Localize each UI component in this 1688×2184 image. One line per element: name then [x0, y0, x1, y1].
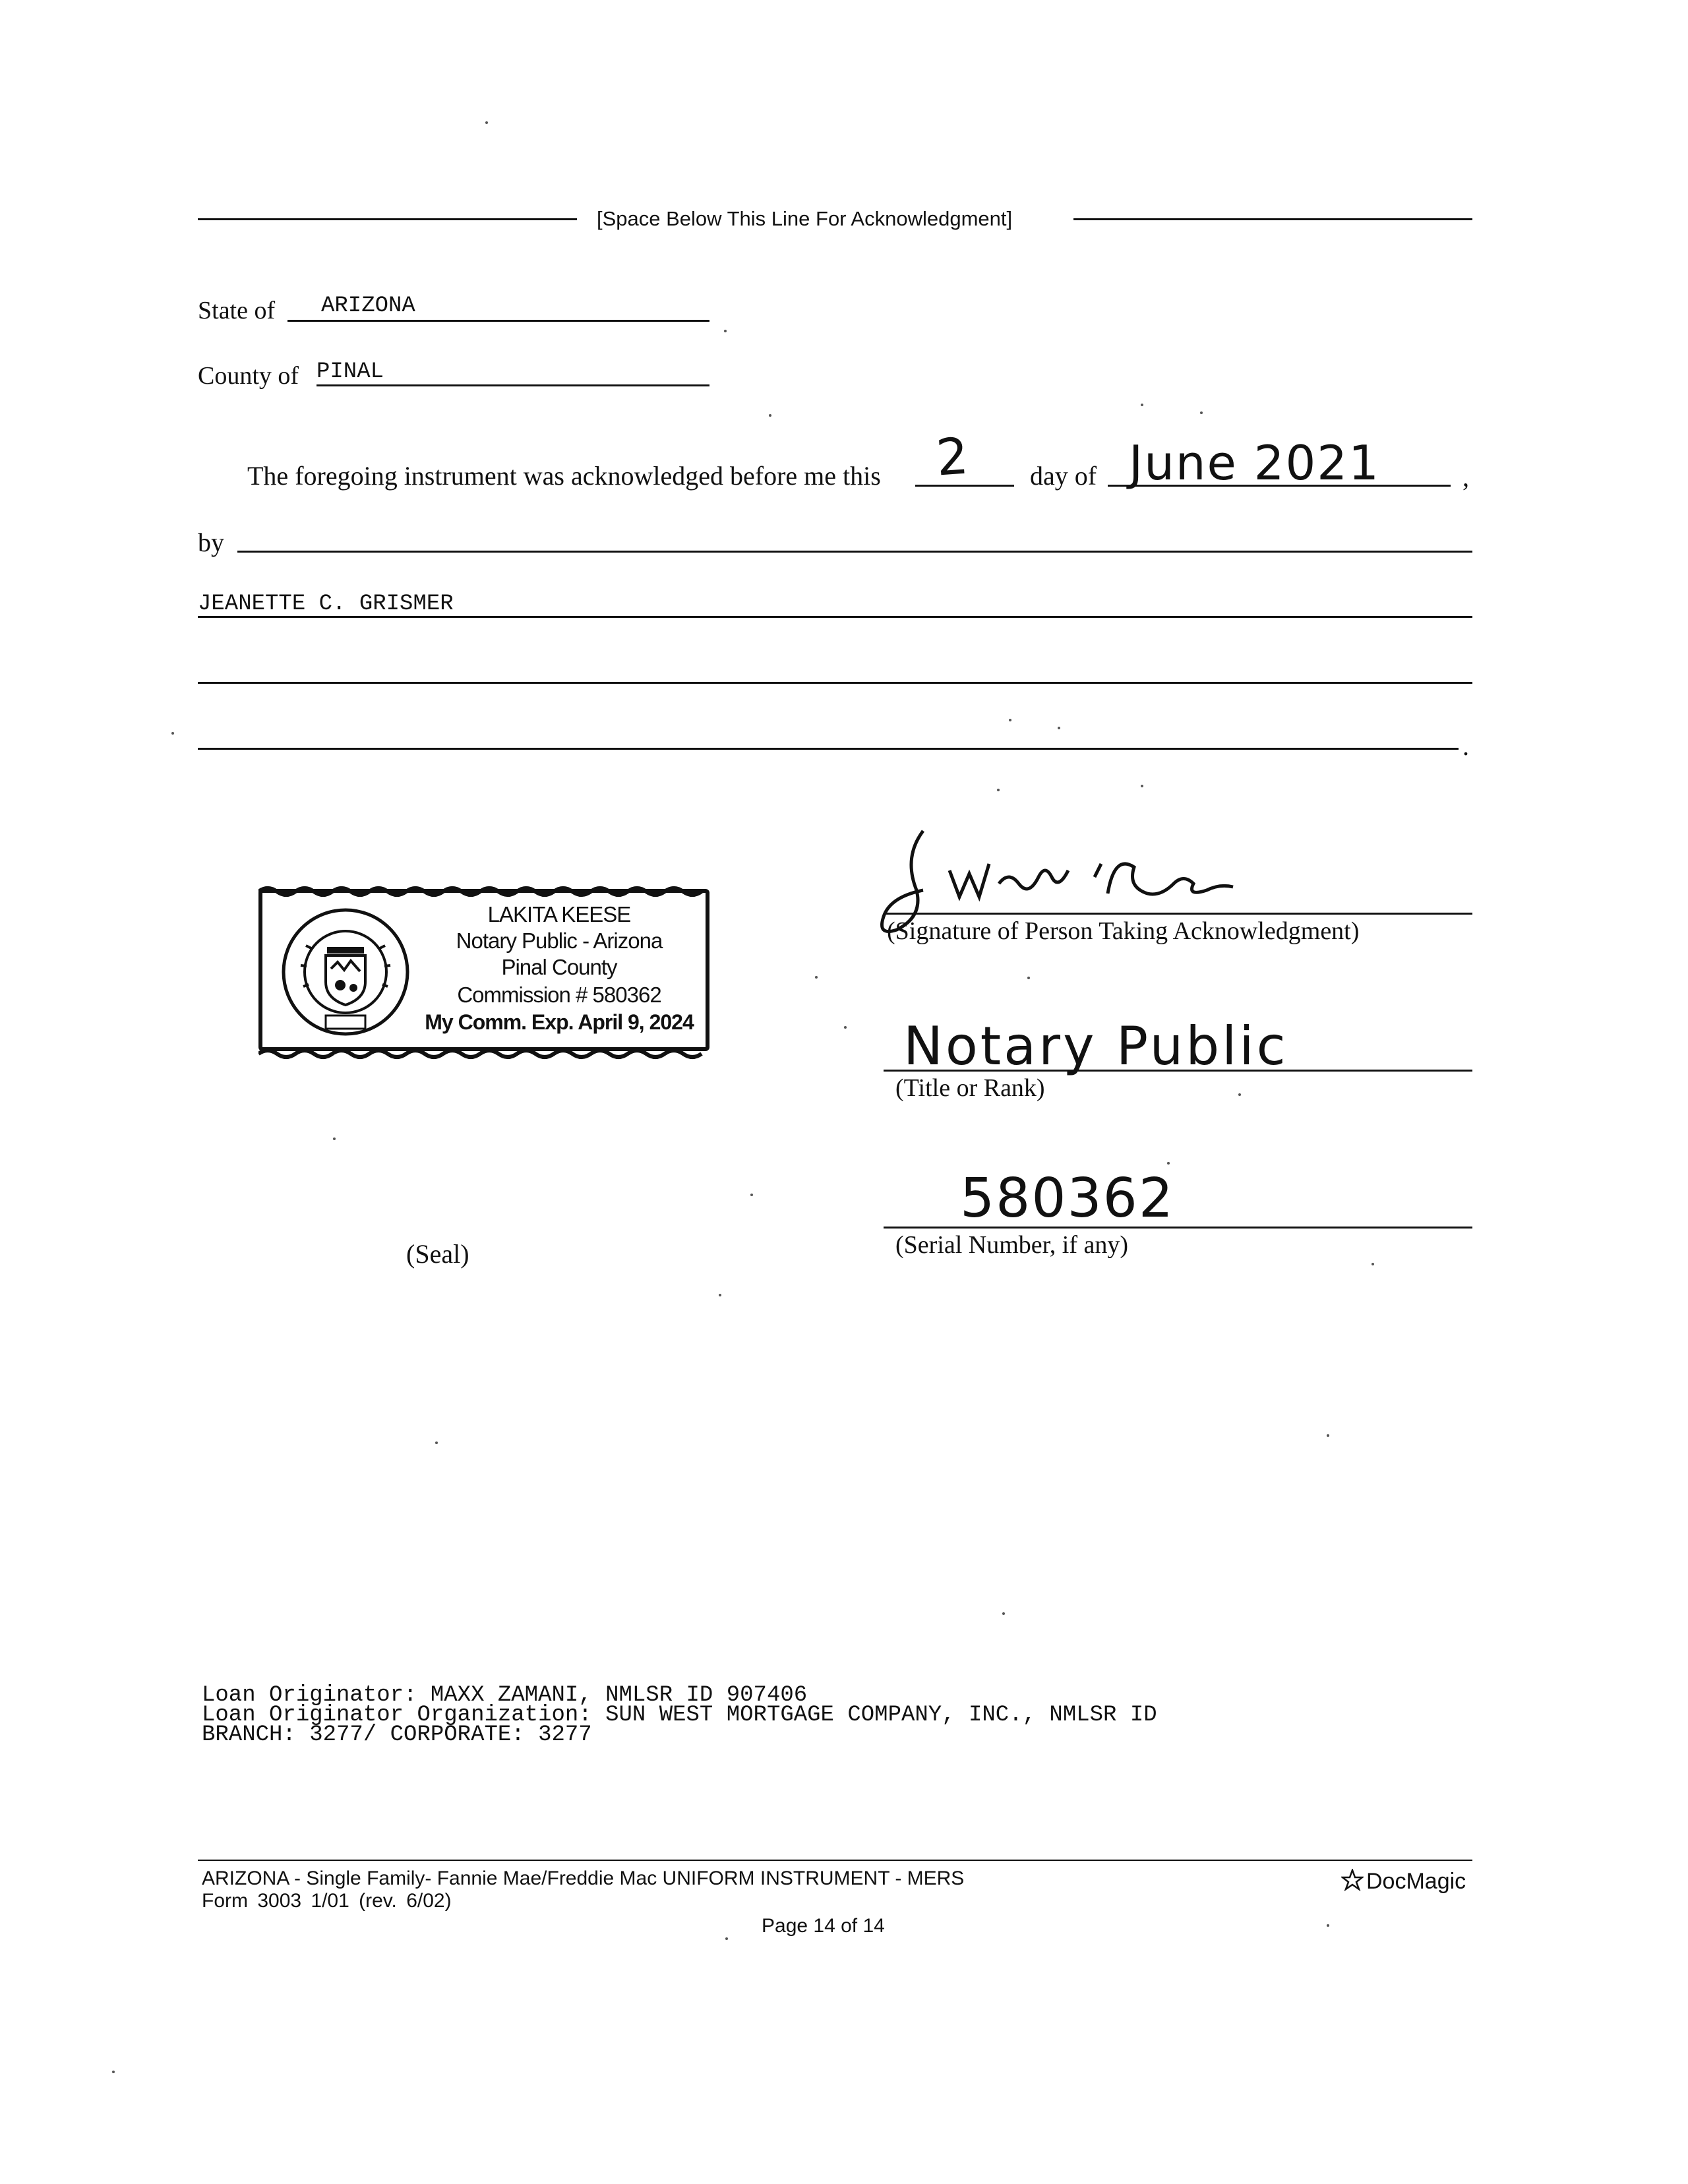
- loan-originator-line-1: Loan Originator: MAXX ZAMANI, NMLSR ID 907406: [202, 1683, 808, 1708]
- scan-speck: [1327, 1434, 1329, 1437]
- day-underline: [915, 485, 1014, 487]
- scan-speck: [1200, 411, 1203, 414]
- footer-page-label: Page 14 of 14: [762, 1915, 885, 1937]
- signer-underline: [198, 616, 1472, 618]
- scan-speck: [1327, 1924, 1329, 1927]
- state-underline: [287, 320, 709, 322]
- scan-speck: [997, 789, 1000, 791]
- serial-caption: (Serial Number, if any): [895, 1231, 1129, 1259]
- handwritten-title: Notary Public: [903, 1016, 1288, 1077]
- scan-speck: [1141, 785, 1143, 787]
- loan-originator-line-3: BRANCH: 3277/ CORPORATE: 3277: [202, 1722, 592, 1747]
- title-caption: (Title or Rank): [895, 1074, 1045, 1102]
- stamp-commission: Commission # 580362: [457, 983, 661, 1007]
- scan-speck: [485, 121, 488, 124]
- handwritten-serial: 580362: [960, 1167, 1175, 1230]
- acknowledgment-sentence: The foregoing instrument was acknowledged before me this: [247, 461, 881, 491]
- serial-underline: [884, 1227, 1472, 1228]
- stamp-county: Pinal County: [501, 955, 617, 979]
- title-underline: [884, 1070, 1472, 1072]
- scan-speck: [719, 1294, 721, 1296]
- scan-speck: [1372, 1263, 1374, 1265]
- scan-speck: [815, 976, 818, 979]
- handwritten-month-year: June 2021: [1129, 435, 1380, 491]
- stamp-notary-title: Notary Public - Arizona: [456, 928, 663, 953]
- docmagic-logo: [1341, 1869, 1466, 1895]
- signature-underline: [884, 913, 1472, 915]
- stamp-notary-name: LAKITA KEESE: [487, 902, 631, 926]
- state-label: State of: [198, 297, 276, 324]
- divider-right: [1073, 218, 1472, 220]
- handwritten-day: 2: [934, 426, 971, 487]
- scan-speck: [435, 1441, 438, 1444]
- footer-rule: [198, 1860, 1472, 1861]
- state-value: ARIZONA: [321, 293, 415, 318]
- footer-form-number: Form 3003 1/01 (rev. 6/02): [202, 1890, 452, 1912]
- signature-caption: (Signature of Person Taking Acknowledgment): [887, 917, 1360, 945]
- scan-speck: [844, 1026, 847, 1029]
- scan-speck: [112, 2071, 115, 2073]
- stamp-expiration: My Comm. Exp. April 9, 2024: [425, 1010, 694, 1034]
- scan-speck: [725, 1937, 728, 1940]
- docmagic-brand: DocMagic: [1366, 1869, 1466, 1894]
- county-label: County of: [198, 362, 299, 390]
- divider-left: [198, 218, 577, 220]
- day-of-label: day of: [1030, 461, 1097, 491]
- by-label: by: [198, 528, 224, 557]
- footer-form-title: ARIZONA - Single Family- Fannie Mae/Freddie Mac UNIFORM INSTRUMENT - MERS: [202, 1867, 965, 1889]
- scan-speck: [750, 1194, 753, 1196]
- scan-speck: [1141, 404, 1143, 406]
- scan-speck: [1009, 719, 1011, 721]
- scan-speck: [1027, 977, 1030, 979]
- county-underline: [316, 384, 709, 386]
- blank-line-1: [198, 682, 1472, 684]
- seal-label: (Seal): [406, 1239, 469, 1269]
- scan-speck: [1058, 727, 1060, 729]
- signer-name: JEANETTE C. GRISMER: [198, 592, 454, 617]
- loan-originator-line-2: Loan Originator Organization: SUN WEST MORTGAGE COMPANY, INC., NMLSR ID: [202, 1703, 1157, 1728]
- acknowledgment-divider-label: [Space Below This Line For Acknowledgment]: [597, 207, 1013, 230]
- county-value: PINAL: [316, 359, 384, 384]
- arizona-state-seal-icon: [280, 906, 411, 1038]
- trailing-comma: ,: [1462, 462, 1469, 492]
- blank-line-2: [198, 748, 1459, 750]
- scan-speck: [171, 732, 174, 735]
- by-underline: [237, 551, 1472, 553]
- scan-speck: [769, 414, 771, 417]
- month-underline: [1108, 485, 1451, 487]
- scan-speck: [1167, 1162, 1170, 1165]
- trailing-period: .: [1462, 731, 1469, 761]
- scan-speck: [333, 1138, 336, 1140]
- star-icon: [1341, 1869, 1364, 1891]
- scan-speck: [1002, 1612, 1005, 1615]
- notary-stamp: [258, 889, 709, 1051]
- scan-speck: [1238, 1093, 1241, 1096]
- scan-speck: [724, 330, 727, 332]
